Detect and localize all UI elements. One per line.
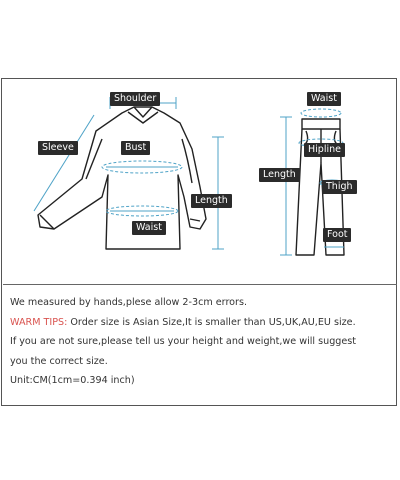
shoulder-label: Shoulder [110,92,160,106]
note-suggest-cont: you the correct size. [10,355,108,367]
sleeve-label: Sleeve [38,141,78,155]
warm-tips-text: Order size is Asian Size,It is smaller than US,UK,AU,EU size. [67,316,356,328]
waist-pants-label: Waist [307,92,341,106]
hipline-label: Hipline [304,143,345,157]
note-unit: Unit:CM(1cm=0.394 inch) [10,375,135,386]
length-pants-label: Length [259,168,300,182]
shirt-illustration [38,107,206,249]
length-top-label: Length [191,194,232,208]
bust-label: Bust [121,141,150,155]
size-notes [10,293,394,391]
foot-label: Foot [323,228,351,242]
thigh-label: Thigh [322,180,357,194]
note-measure: We measured by hands,plese allow 2-3cm errors. [10,297,248,308]
size-chart-frame [1,78,397,406]
waist-top-label: Waist [132,221,166,235]
section-divider [3,284,397,285]
note-suggest: If you are not sure,please tell us your height and weight,we will suggest [10,336,357,347]
shirt-measure-lines [34,97,224,249]
warm-tips-label: WARM TIPS: [10,316,68,328]
note-warm-tips [10,313,394,333]
